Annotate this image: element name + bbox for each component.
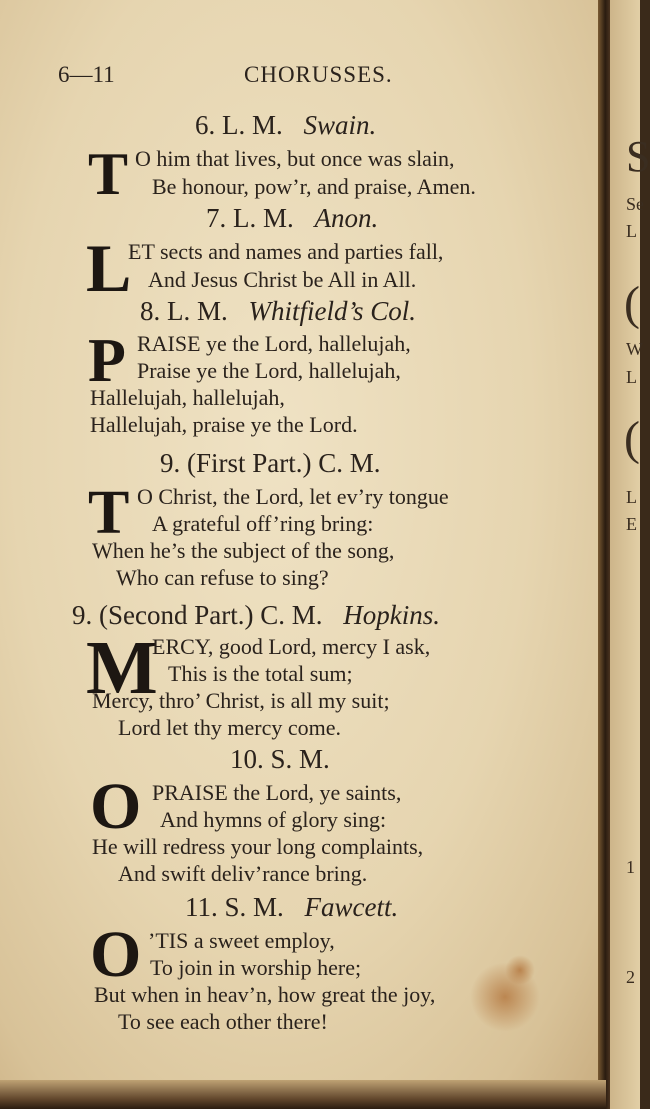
hymn-heading <box>160 448 381 479</box>
verse-line: Be honour, pow’r, and praise, Amen. <box>152 174 476 199</box>
tune-name: Whitfield’s Col. <box>248 296 417 326</box>
hymn-number-meter: 11. S. M. <box>185 892 284 922</box>
running-title: CHORUSSES. <box>244 62 393 87</box>
drop-cap: O <box>90 770 142 843</box>
facing-page-edge <box>610 0 650 1109</box>
tune-name: Anon. <box>314 203 379 233</box>
hymn-heading <box>206 203 378 234</box>
hymn-number-meter: 6. L. M. <box>195 110 283 140</box>
book-gutter <box>598 0 610 1109</box>
drop-cap: P <box>88 327 126 395</box>
paper-stain <box>505 955 535 985</box>
verse-line: RAISE ye the Lord, hallelujah, <box>137 331 411 356</box>
drop-cap: T <box>88 141 129 207</box>
drop-cap: O <box>90 918 142 991</box>
verse-line: And hymns of glory sing: <box>160 807 387 832</box>
verse-line: O Christ, the Lord, let ev’ry tongue <box>137 484 449 509</box>
tune-name: Fawcett. <box>304 892 399 922</box>
verse-line: And Jesus Christ be All in All. <box>148 267 417 292</box>
verse-line: Who can refuse to sing? <box>116 565 329 590</box>
verse-line: O him that lives, but once was slain, <box>135 146 455 171</box>
hymn-number-meter: 9. (Second Part.) C. M. <box>72 600 323 630</box>
tune-name: Swain. <box>303 110 377 140</box>
hymn-number-meter: 8. L. M. <box>140 296 228 326</box>
verse-line: ERCY, good Lord, mercy I ask, <box>152 634 431 659</box>
verse-line: Hallelujah, praise ye the Lord. <box>90 412 358 437</box>
verse-line: A grateful off’ring bring: <box>152 511 374 536</box>
verse-line: He will redress your long complaints, <box>92 834 424 859</box>
facing-page-fragment: E <box>626 514 637 534</box>
hymn-number-meter: 7. L. M. <box>206 203 294 233</box>
hymn-heading <box>140 296 416 327</box>
verse-line: This is the total sum; <box>168 661 353 686</box>
verse-line: PRAISE the Lord, ye saints, <box>152 780 402 805</box>
facing-page-fragment: L <box>626 487 637 507</box>
facing-page-fragment: W <box>626 339 643 359</box>
verse-line: ’TIS a sweet employ, <box>148 928 335 953</box>
hymn-heading <box>230 744 330 775</box>
facing-page-fragment: L <box>626 221 637 241</box>
facing-page-fragment: Se <box>626 194 644 214</box>
facing-page-fragment: S <box>626 132 650 181</box>
hymn-number-meter: 10. S. M. <box>230 744 330 774</box>
verse-line: Mercy, thro’ Christ, is all my suit; <box>92 688 390 713</box>
verse-line: To join in worship here; <box>150 955 362 980</box>
facing-page-fragment: ( <box>624 412 640 465</box>
facing-page-fragment: L <box>626 367 637 387</box>
hymn-heading <box>195 110 376 141</box>
hymn-number-meter: 9. (First Part.) C. M. <box>160 448 381 478</box>
tune-name: Hopkins. <box>343 600 440 630</box>
drop-cap: L <box>86 230 132 306</box>
facing-page-fragment: 2 <box>626 967 635 987</box>
verse-line: Praise ye the Lord, hallelujah, <box>137 358 401 383</box>
verse-line: And swift deliv’rance bring. <box>118 861 368 886</box>
page-bottom-edge <box>0 1080 606 1109</box>
facing-page-fragment: 1 <box>626 857 635 877</box>
hymn-heading <box>185 892 398 923</box>
verse-line: Hallelujah, hallelujah, <box>90 385 285 410</box>
verse-line: When he’s the subject of the song, <box>92 538 395 563</box>
facing-page-fragment: ( <box>624 277 640 330</box>
verse-line: Lord let thy mercy come. <box>118 715 341 740</box>
verse-line: ET sects and names and parties fall, <box>128 239 444 264</box>
drop-cap: T <box>88 479 130 547</box>
verse-line: But when in heav’n, how great the joy, <box>94 982 436 1007</box>
page-range: 6—11 <box>58 62 115 87</box>
verse-line: To see each other there! <box>118 1009 328 1034</box>
drop-cap: M <box>86 626 158 710</box>
